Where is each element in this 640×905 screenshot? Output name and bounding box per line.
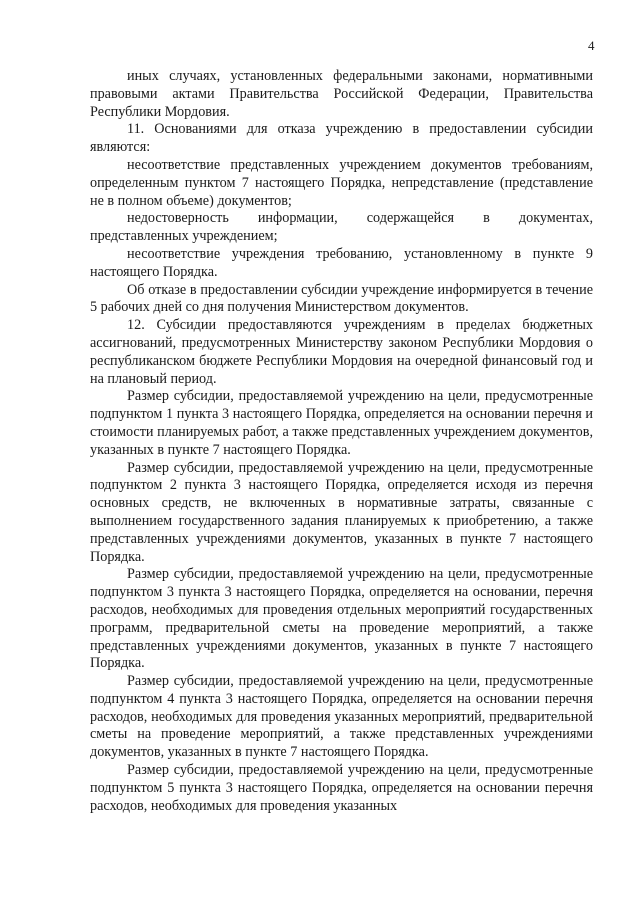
paragraph: 12. Субсидии предоставляются учреждениям в пределах бюджетных ассигнований, предусмотренных Министерству законом Республики Мордовия о республиканском бюджете Республики Мордовия на очередной финансовый год и на плановый период. xyxy=(90,317,593,387)
paragraph: Размер субсидии, предоставляемой учреждению на цели, предусмотренные подпунктом 5 пункта 3 настоящего Порядка, определяется на основании перечня расходов, необходимых для проведения указанных xyxy=(90,762,593,814)
paragraph: Размер субсидии, предоставляемой учреждению на цели, предусмотренные подпунктом 4 пункта 3 настоящего Порядка, определяется на основании перечня расходов, необходимых для проведения указанных мероприятий, предварительной сметы на проведение мероприятий, а также представленных учреждениями документов, указанных в пункте 7 настоящего Порядка. xyxy=(90,673,593,761)
paragraph: Размер субсидии, предоставляемой учреждению на цели, предусмотренные подпунктом 1 пункта 3 настоящего Порядка, определяется на основании перечня и стоимости планируемых работ, а также представленных учреждением документов, указанных в пункте 7 настоящего Порядка. xyxy=(90,388,593,458)
paragraph: Размер субсидии, предоставляемой учреждению на цели, предусмотренные подпунктом 2 пункта 3 настоящего Порядка, определяется исходя из перечня основных средств, не включенных в нормативные затраты, связанные с выполнением государственного задания планируемых к приобретению, а также представленных учреждениями документов, указанных в пункте 7 настоящего Порядка. xyxy=(90,459,593,565)
paragraph: несоответствие представленных учреждением документов требованиям, определенным пунктом 7 настоящего Порядка, непредставление (представление не в полном объеме) документов; xyxy=(90,156,593,209)
paragraph: Об отказе в предоставлении субсидии учреждение информируется в течение 5 рабочих дней со дня получения Министерством документов. xyxy=(90,281,593,316)
paragraph: несоответствие учреждения требованию, установленному в пункте 9 настоящего Порядка. xyxy=(90,245,593,280)
page-number: 4 xyxy=(588,38,595,53)
paragraph: 11. Основаниями для отказа учреждению в предоставлении субсидии являются: xyxy=(90,121,593,156)
paragraph: Размер субсидии, предоставляемой учреждению на цели, предусмотренные подпунктом 3 пункта 3 настоящего Порядка, определяется на основании, перечня расходов, необходимых для проведения отдельных мероприятий государственных программ, предварительной сметы на проведение мероприятий, а также представленных учреждениями документов, указанных в пункте 7 настоящего Порядка. xyxy=(90,566,593,672)
document-body xyxy=(90,68,593,815)
paragraph: иных случаях, установленных федеральными законами, нормативными правовыми актами Правительства Российской Федерации, Правительства Республики Мордовия. xyxy=(90,68,593,120)
paragraph: недостоверность информации, содержащейся в документах, представленных учреждением; xyxy=(90,210,593,245)
